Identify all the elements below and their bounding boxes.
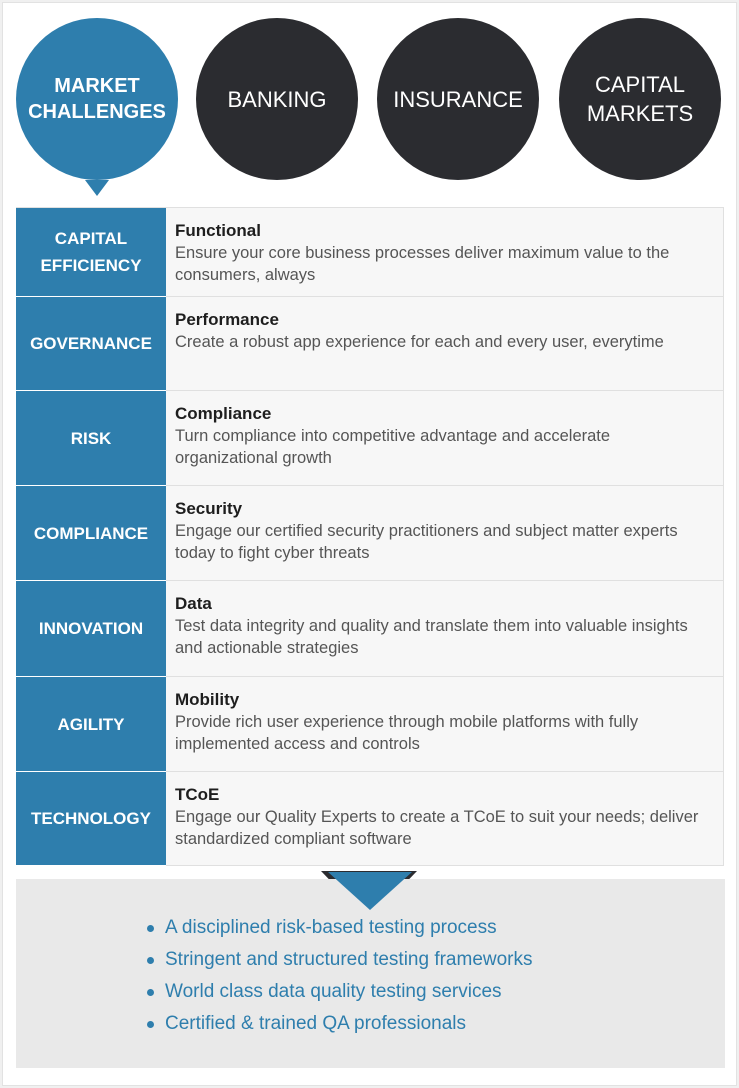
tab-label: CAPITAL MARKETS [586, 72, 694, 126]
table-row [16, 486, 724, 581]
table-row [16, 297, 724, 391]
table-row [16, 581, 724, 677]
solution-description: Turn compliance into competitive advantage and accelerate organizational growth [175, 427, 611, 467]
solution-title: Functional [175, 221, 261, 240]
solution-title: Security [175, 499, 243, 518]
solution-description: Create a robust app experience for each and every user, everytime [175, 333, 664, 351]
solution-title: Performance [175, 310, 279, 329]
solution-description: Engage our certified security practitioners and subject matter experts today to fight cyber threats [175, 522, 678, 562]
tab-label: BANKING [227, 86, 327, 112]
solution-title: Data [175, 594, 212, 613]
solution-cell [166, 677, 724, 772]
table-row [16, 208, 724, 297]
category-tabs [0, 0, 739, 200]
tab-label: INSURANCE [393, 86, 523, 112]
tab-banking[interactable] [196, 18, 358, 180]
list-item: A disciplined risk-based testing process [147, 912, 533, 944]
table-row [16, 772, 724, 866]
table-row [16, 391, 724, 486]
solution-title: Mobility [175, 690, 240, 709]
challenge-label: COMPLIANCE [16, 486, 166, 581]
solution-cell [166, 486, 724, 581]
solution-cell [166, 391, 724, 486]
solution-cell [166, 772, 724, 866]
list-item: Certified & trained QA professionals [147, 1008, 533, 1040]
challenge-label: TECHNOLOGY [16, 772, 166, 866]
tab-market-challenges[interactable] [16, 18, 178, 180]
solution-cell [166, 297, 724, 391]
solution-description: Provide rich user experience through mobile platforms with fully implemented access and controls [175, 713, 639, 753]
tab-insurance[interactable] [377, 18, 539, 180]
tab-capital-markets[interactable] [559, 18, 721, 180]
solution-description: Test data integrity and quality and translate them into valuable insights and actionable strategies [175, 617, 688, 657]
table-row [16, 677, 724, 772]
challenge-label: RISK [16, 391, 166, 486]
challenge-label: AGILITY [16, 677, 166, 772]
solution-description: Ensure your core business processes deliver maximum value to the consumers, always [175, 244, 670, 284]
challenge-label: CAPITAL EFFICIENCY [16, 208, 166, 297]
challenge-label: GOVERNANCE [16, 297, 166, 391]
solution-cell [166, 581, 724, 677]
solution-description: Engage our Quality Experts to create a TCoE to suit your needs; deliver standardized compliant software [175, 808, 699, 848]
solution-title: TCoE [175, 785, 220, 804]
challenges-table [16, 207, 724, 865]
solution-cell [166, 208, 724, 297]
benefits-list [147, 912, 533, 1040]
solution-title: Compliance [175, 404, 272, 423]
active-tab-pointer-icon [85, 180, 109, 196]
tab-label: MARKET CHALLENGES [28, 75, 166, 123]
down-arrow-icon [328, 872, 412, 910]
list-item: Stringent and structured testing frameworks [147, 944, 533, 976]
challenge-label: INNOVATION [16, 581, 166, 677]
list-item: World class data quality testing services [147, 976, 533, 1008]
